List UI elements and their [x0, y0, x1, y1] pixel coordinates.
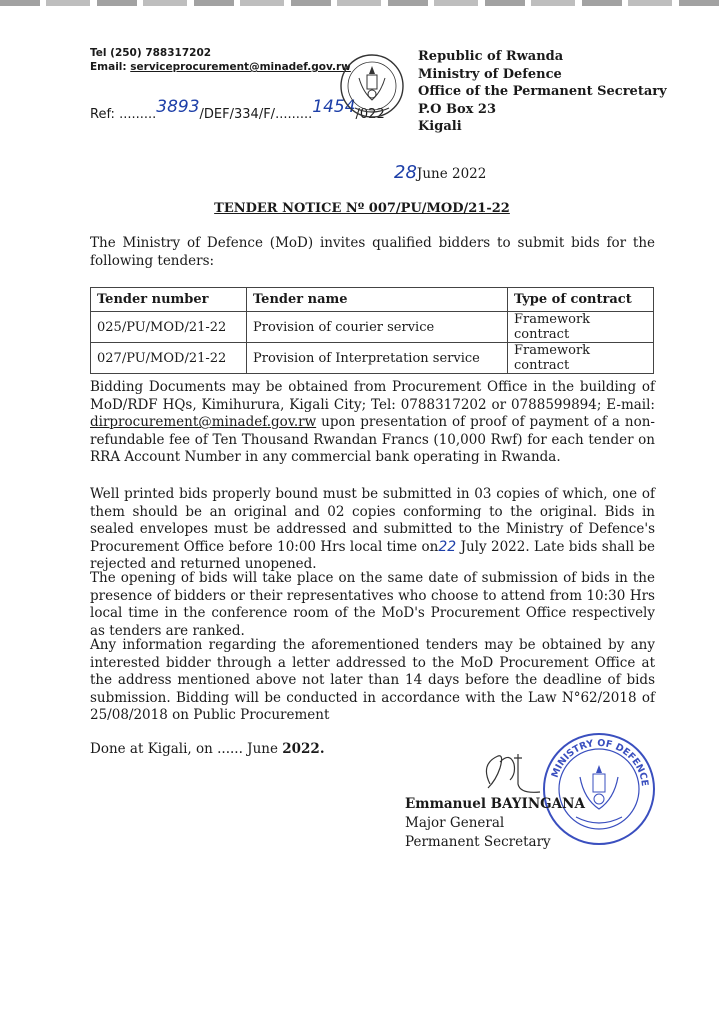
- coat-of-arms-icon: [337, 48, 407, 128]
- information-paragraph: Any information regarding the aforementioned tenders may be obtained by any interested bidder through a letter addressed to the MoD Procurement Office at the address mentioned above not later than 14 days before the deadline of bids submission. Bidding will be conducted in accordance with the Law N°62/2018 of 25/08/2018 on Public Procurement: [90, 637, 655, 724]
- address-line: Republic of Rwanda: [418, 49, 564, 64]
- address-line: P.O Box 23: [418, 101, 497, 117]
- email-label: Email:: [90, 61, 127, 73]
- done-at-line: [90, 741, 325, 757]
- table-row: [91, 312, 654, 343]
- stamp-text: MINISTRY OF DEFENCE: [549, 737, 650, 787]
- p3-text-b: July 2022. Late bids shall be rejected and returned unopened.: [90, 538, 656, 573]
- scan-edge: [0, 0, 724, 6]
- p2-text-a: Bidding Documents may be obtained from Procurement Office in the building of MoD/RDF HQs, Kimihurura, Kigali City; Tel: 0788317202 or 0788599894; E-mail:: [90, 379, 655, 413]
- address-line: Ministry of Defence: [418, 66, 562, 82]
- tender-table: [90, 287, 654, 374]
- cell-tender-name: Provision of courier service: [247, 312, 508, 343]
- cell-tender-name: Provision of Interpretation service: [247, 343, 508, 374]
- email-link[interactable]: serviceprocurement@minadef.gov.rw: [130, 61, 351, 73]
- ref-handwritten-number-2: 1454: [312, 97, 356, 117]
- cell-contract-type: Framework contract: [508, 343, 654, 374]
- cell-tender-number: 025/PU/MOD/21-22: [91, 312, 247, 343]
- email-line: [90, 60, 351, 74]
- ref-dots-1: .........: [119, 107, 157, 122]
- address-line: Kigali: [418, 119, 462, 134]
- bidding-documents-paragraph: [90, 379, 655, 467]
- done-year: 2022.: [282, 741, 325, 757]
- signatory-block: [405, 795, 585, 852]
- tel-line: Tel (250) 788317202: [90, 47, 212, 59]
- ref-middle: /DEF/334/F/: [199, 107, 276, 122]
- procurement-email-link[interactable]: dirprocurement@minadef.gov.rw: [90, 414, 317, 431]
- intro-paragraph: The Ministry of Defence (MoD) invites qualified bidders to submit bids for the following tenders:: [90, 235, 655, 269]
- cell-tender-number: 027/PU/MOD/21-22: [91, 343, 247, 374]
- ref-suffix: /022: [355, 107, 385, 122]
- signatory-title: Permanent Secretary: [405, 834, 551, 850]
- address-line: Office of the Permanent Secretary: [418, 84, 667, 99]
- contact-block: [90, 46, 351, 74]
- opening-paragraph: The opening of bids will take place on the same date of submission of bids in the presence of bidders or their representatives who choose to attend from 10:30 Hrs local time in the conference room of the MoD's Procurement Office respectively as tenders are ranked.: [90, 570, 655, 639]
- notice-title: TENDER NOTICE Nº 007/PU/MOD/21-22: [214, 201, 510, 216]
- letter-date: [394, 162, 486, 183]
- done-text: Done at Kigali, on ...... June: [90, 741, 283, 757]
- p2-text-b: upon presentation of proof of payment of a non-refundable fee of Ten Thousand Rwandan Francs (10,000 Rwf) for each tender on RRA Account Number in any commercial bank operating in Rwanda.: [90, 414, 655, 466]
- table-row: [91, 343, 654, 374]
- ref-handwritten-number: 3893: [156, 97, 200, 117]
- p3-text-a: Well printed bids properly bound must be submitted in 03 copies of which, one of them should be an original and 02 copies conforming to the original. Bids in sealed envelopes must be addressed and submitted to the Ministry of Defence's Procurement Office before 10:00 Hrs local time on: [90, 486, 655, 555]
- signatory-name: Emmanuel BAYINGANA: [405, 796, 585, 812]
- table-header-row: [91, 288, 654, 312]
- ref-dots-2: .........: [275, 107, 313, 122]
- date-month-year: June 2022: [416, 166, 487, 182]
- cell-contract-type: Framework contract: [508, 312, 654, 343]
- header-contract-type: Type of contract: [508, 288, 654, 312]
- header-tender-number: Tender number: [91, 288, 247, 312]
- deadline-handwritten-day: 22: [438, 538, 457, 555]
- submission-paragraph: [90, 486, 655, 574]
- address-block: [418, 48, 667, 136]
- date-handwritten-day: 28: [394, 162, 417, 183]
- header-tender-name: Tender name: [247, 288, 508, 312]
- ref-prefix: Ref:: [90, 107, 120, 122]
- signatory-rank: Major General: [405, 815, 505, 831]
